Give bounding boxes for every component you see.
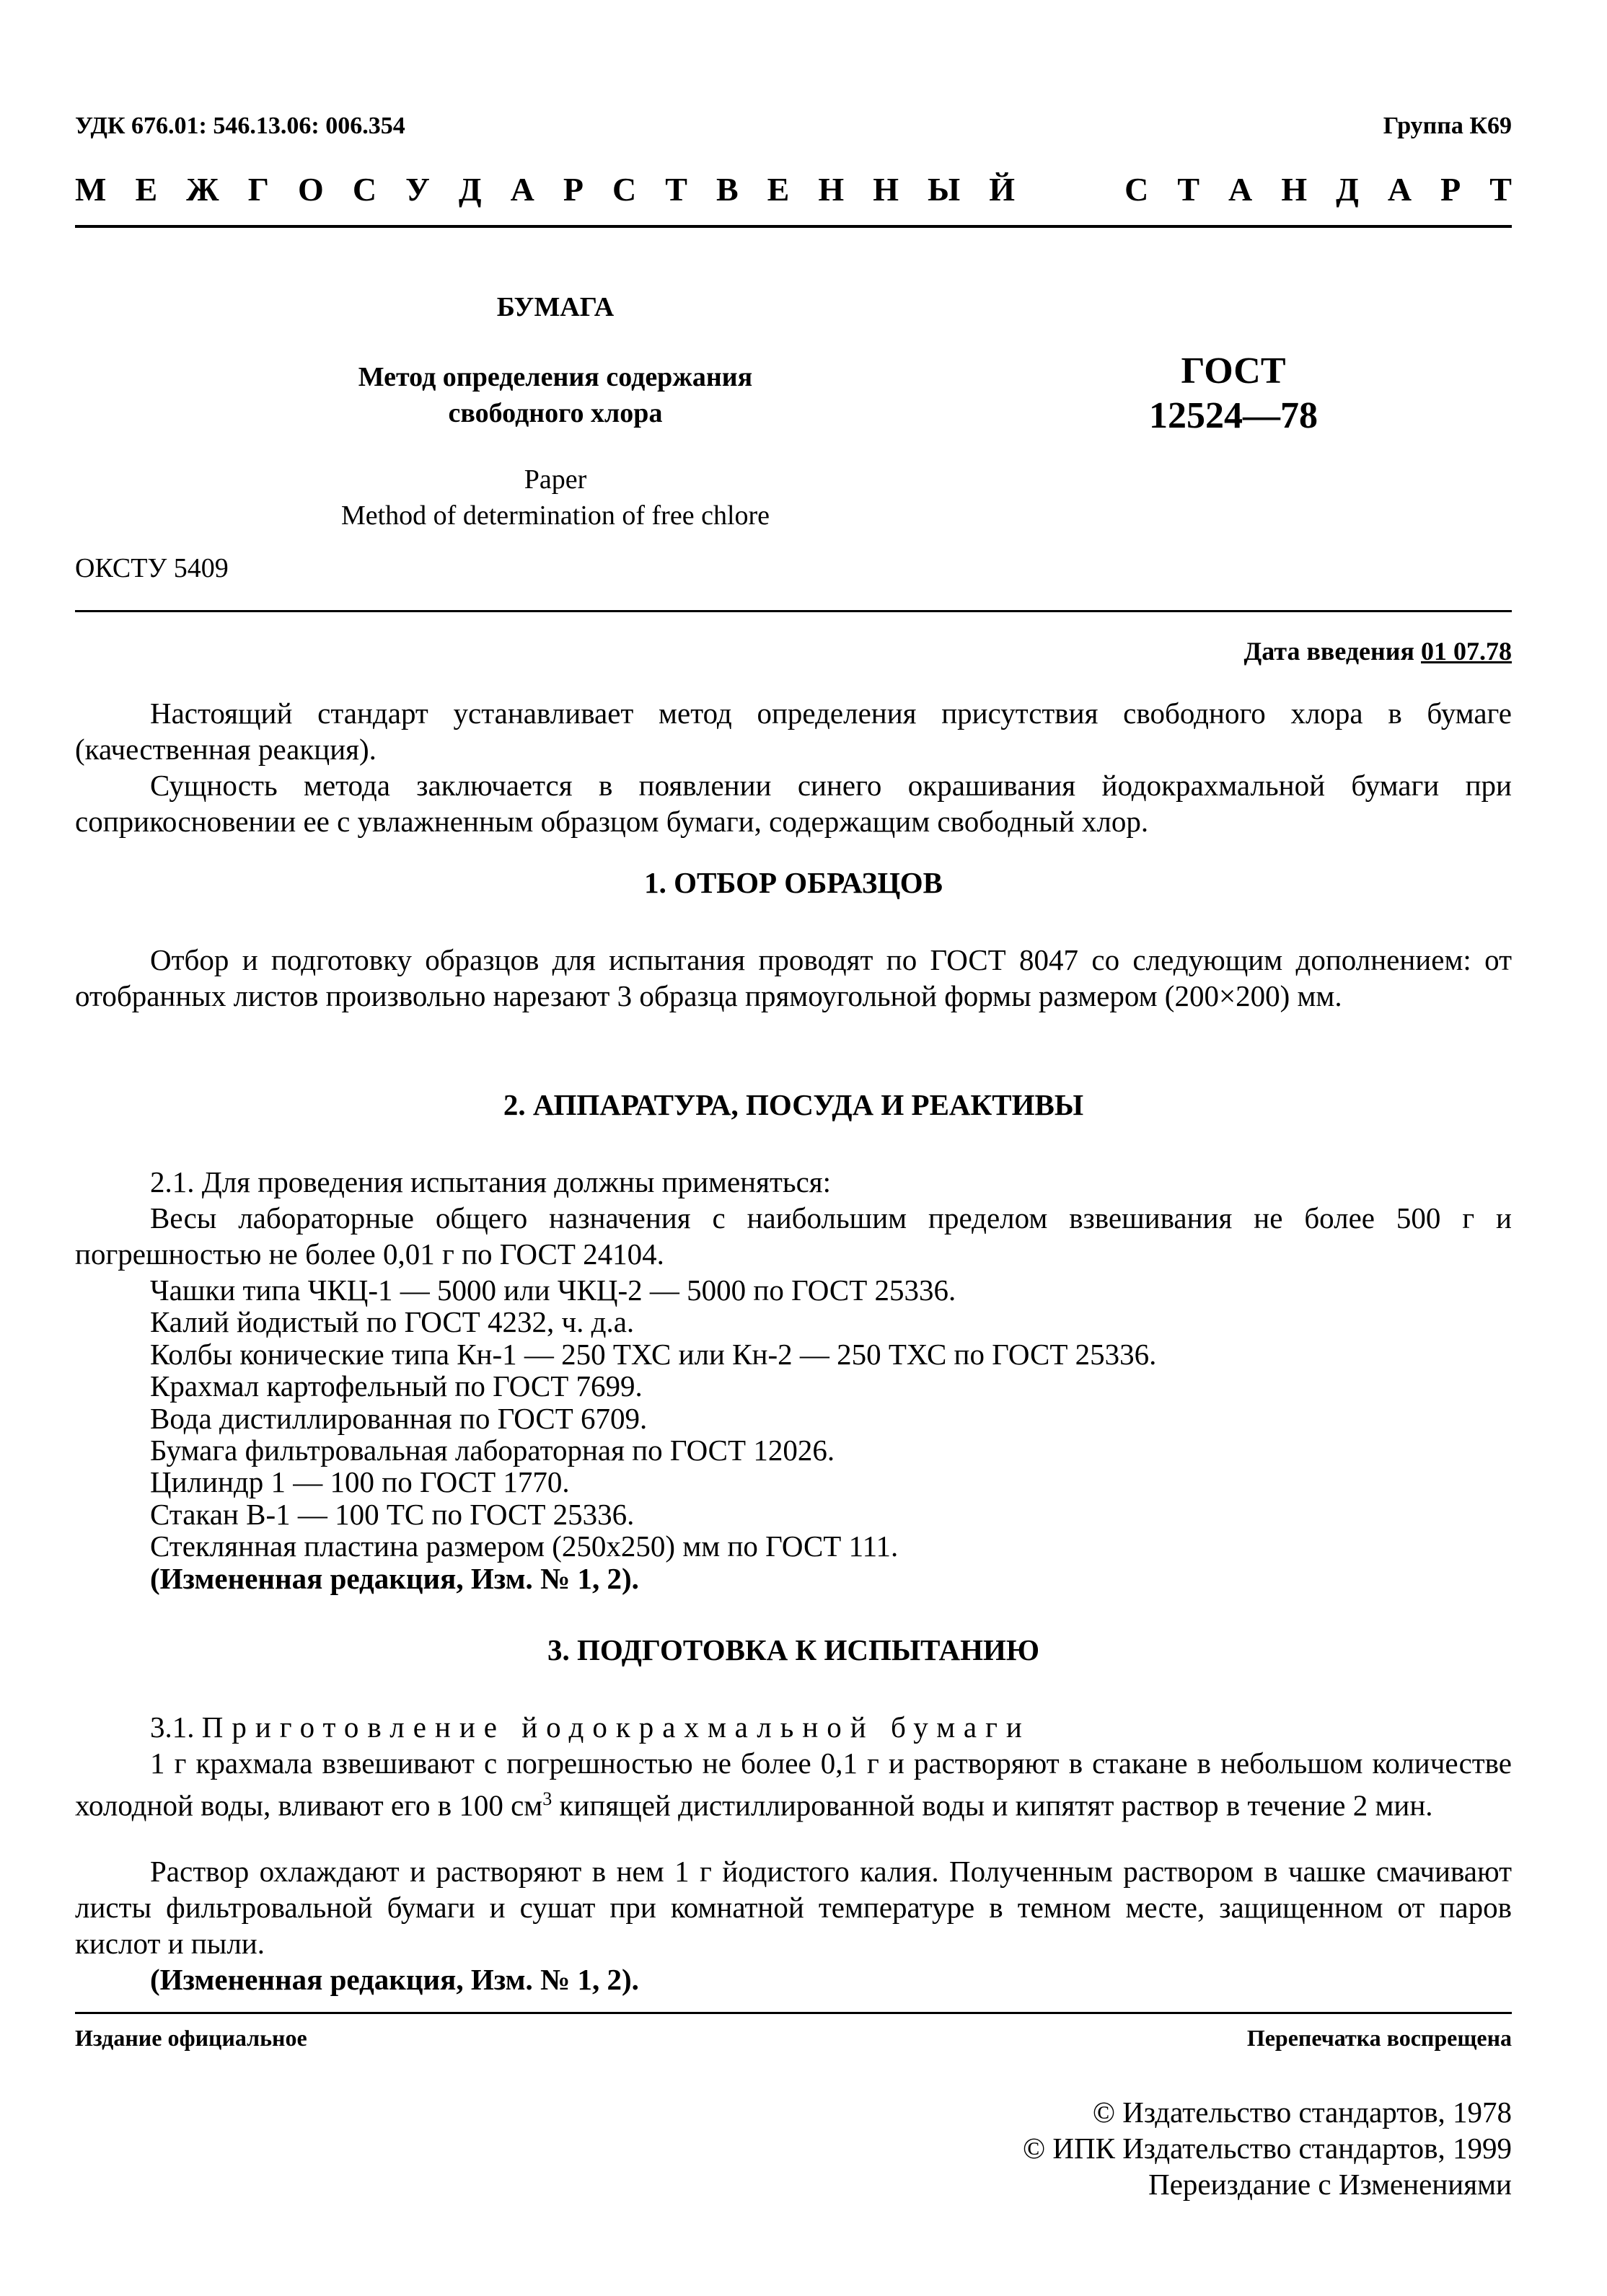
gost-code: 12524—78 [1149,395,1318,436]
banner-letter: А [1387,171,1412,208]
english-title [274,462,837,534]
document-subtitle [274,359,837,431]
equipment-item: Крахмал картофельный по ГОСТ 7699. [150,1369,643,1403]
date-value: 01 07.78 [1421,637,1512,666]
superscript-3: 3 [542,1788,552,1809]
title-rule [75,610,1512,612]
gost-number [1125,349,1342,438]
date-label: Дата введения [1243,637,1414,666]
banner-letter: А [510,171,534,208]
banner-letter: Н [818,171,845,208]
banner-gap [1044,170,1096,208]
banner-letter: А [1228,171,1253,208]
section-3-paragraph-1 [75,1745,1512,1824]
equipment-item: Калий йодистый по ГОСТ 4232, ч. д.а. [150,1305,635,1338]
intro-paragraph-1: Настоящий стандарт устанавливает метод определения присутствия свободного хлора в бумаге (качественная реакция). [75,697,1512,766]
paragraph-text-end: кипящей дистиллированной воды и кипятят раствор в течение 2 мин. [552,1788,1433,1822]
equipment-item: Стакан В-1 — 100 ТС по ГОСТ 25336. [150,1498,635,1531]
equipment-item: Стеклянная пластина размером (250х250) мм по ГОСТ 111. [150,1529,899,1563]
banner-letter: С [1124,171,1149,208]
banner-letter: М [75,171,107,208]
banner-letter: Т [1177,171,1200,208]
header-rule [75,225,1512,228]
banner-letter: Т [665,171,687,208]
official-edition-note: Издание официальное [75,2025,307,2051]
banner-letter: Ы [928,171,961,208]
reprint-prohibited-note: Перепечатка воспрещена [1246,2025,1512,2051]
subsection-title: Приготовление йодокрахмальной бумаги [201,1710,1031,1744]
footer-rule [75,2012,1512,2014]
section-2-intro: 2.1. Для проведения испытания должны применяться: [150,1165,832,1198]
copyright-line-2: © ИПК Издательство стандартов, 1999 [1022,2132,1512,2165]
paragraph-text-start: 1 г крахмала взвешивают с погрешностью не более 0,1 г и растворяют в стакане в небольшом количестве холодной воды, вливают его в 100 см [75,1747,1512,1822]
section-1-heading: 1. ОТБОР ОБРАЗЦОВ [644,866,943,899]
group-code: Группа К69 [1383,112,1512,139]
subsection-3-1-title [150,1709,1031,1745]
banner-letter: В [716,171,739,208]
banner-letter: Р [1440,171,1461,208]
banner-letter: Д [458,171,482,208]
banner-letter: Е [135,171,158,208]
equipment-item: Колбы конические типа Кн-1 — 250 ТХС или Кн-2 — 250 ТХС по ГОСТ 25336. [150,1338,1157,1371]
banner-letter: Д [1336,171,1359,208]
subsection-number: 3.1. [150,1710,195,1744]
banner-letter: С [612,171,637,208]
copyright-block [1023,2094,1512,2202]
copyright-line-1: © Издательство стандартов, 1978 [1092,2096,1512,2129]
banner-letter: Р [563,171,584,208]
intro-paragraph-2: Сущность метода заключается в появлении синего окрашивания йодокрахмальной бумаги при соприкосновении ее с увлажненным образцом бумаги, содержащим свободный хлор. [75,769,1512,838]
equipment-item: Цилиндр 1 — 100 по ГОСТ 1770. [150,1465,570,1498]
banner-letter: Ж [186,171,219,208]
balance-item: Весы лабораторные общего назначения с наибольшим пределом взвешивания не более 500 г и погрешностью не более 0,01 г по ГОСТ 24104. [75,1201,1512,1271]
equipment-item: Чашки типа ЧКЦ-1 — 5000 или ЧКЦ-2 — 5000 по ГОСТ 25336. [150,1273,956,1307]
banner-letter: Й [989,171,1015,208]
banner-letter: О [298,171,324,208]
english-line-2: Method of determination of free chlore [340,500,770,531]
banner-letter: У [405,171,430,208]
equipment-item: Вода дистиллированная по ГОСТ 6709. [150,1402,648,1435]
introduction-date [1244,636,1513,666]
banner-letter: С [352,171,377,208]
banner-letter: Н [873,171,899,208]
section-3-heading: 3. ПОДГОТОВКА К ИСПЫТАНИЮ [547,1633,1040,1666]
banner-letter: Н [1281,171,1308,208]
section-2-heading: 2. АППАРАТУРА, ПОСУДА И РЕАКТИВЫ [503,1088,1084,1121]
gost-label: ГОСТ [1181,350,1286,392]
banner-letter: Т [1489,171,1512,208]
section-2-revision: (Измененная редакция, Изм. № 1, 2). [150,1562,639,1595]
english-line-1: Paper [524,464,587,495]
udk-code: УДК 676.01: 546.13.06: 006.354 [75,112,405,139]
document-title: БУМАГА [496,292,615,322]
banner-letter: Г [247,171,269,208]
standard-banner [75,170,1512,208]
banner-letter: Е [767,171,790,208]
reissue-note: Переиздание с Изменениями [1148,2168,1512,2201]
oksty-code: ОКСТУ 5409 [75,553,229,583]
section-3-paragraph-2: Раствор охлаждают и растворяют в нем 1 г йодистого калия. Полученным раствором в чашке смачивают листы фильтровальной бумаги и сушат при комнатной температуре в темном месте, защищенном от паров кислот и пыли. [75,1855,1512,1960]
section-3-revision: (Измененная редакция, Изм. № 1, 2). [150,1963,639,1996]
subtitle-line-1: Метод определения содержания [358,362,753,392]
subtitle-line-2: свободного хлора [448,398,663,428]
section-1-paragraph: Отбор и подготовку образцов для испытания проводят по ГОСТ 8047 со следующим дополнением: от отобранных листов произвольно нарезают 3 образца прямоугольной формы размером (200×200) мм. [75,943,1512,1012]
equipment-item: Бумага фильтровальная лабораторная по ГОСТ 12026. [150,1434,835,1467]
